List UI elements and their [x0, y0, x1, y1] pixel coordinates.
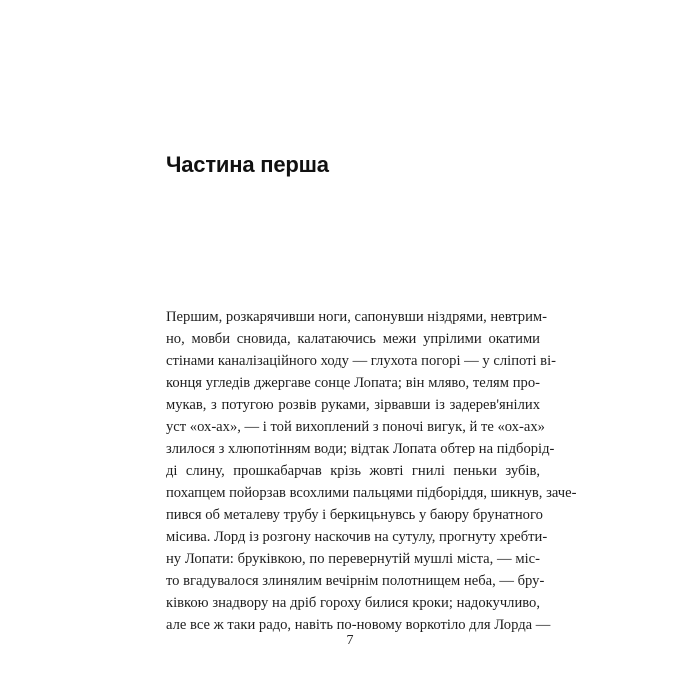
chapter-title: Частина перша — [166, 152, 329, 177]
text-line: злилося з хлюпотінням води; відтак Лопата обтер на підборід- — [166, 441, 555, 457]
text-line: Першим, розкарячивши ноги, сапонувши ніздрями, невтрим- — [166, 309, 547, 325]
text-line: похапцем пойорзав всохлими пальцями підборіддя, шикнув, заче- — [166, 485, 577, 501]
text-line: конця угледів джергаве сонце Лопата; він мляво, телям про- — [166, 375, 540, 391]
text-line: ну Лопати: бруківкою, по перевернутій мушлі міста, — міс- — [166, 551, 540, 567]
text-line: стінами каналізаційного ходу — глухота погорі — у сліпоті ві- — [166, 353, 556, 369]
body-text — [166, 306, 577, 636]
text-line: ківкою знадвору на дріб гороху билися кроки; надокучливо, — [166, 595, 540, 611]
text-line: місива. Лорд із розгону наскочив на сутулу, прогнуту хребти- — [166, 529, 548, 545]
text-line: пився об металеву трубу і беркицьнувсь у баюру брунатного — [166, 507, 543, 523]
text-line: мукав, з потугою розвів руками, зірвавши із задерев'янілих — [166, 397, 540, 413]
text-line: то вгадувалося злинялим вечірнім полотнищем неба, — бру- — [166, 573, 545, 589]
text-line: але все ж таки радо, навіть по-новому воркотіло для Лорда — — [166, 617, 551, 633]
text-line: но, мовби сновида, калатаючись межи упрілими окатими — [166, 331, 540, 347]
page-number: 7 — [346, 633, 354, 648]
text-line: ді слину, прошкабарчав крізь жовті гнилі пеньки зубів, — [166, 463, 540, 479]
text-line: уст «ох-ах», — і той вихоплений з поночі вигук, й те «ох-ах» — [166, 419, 545, 435]
